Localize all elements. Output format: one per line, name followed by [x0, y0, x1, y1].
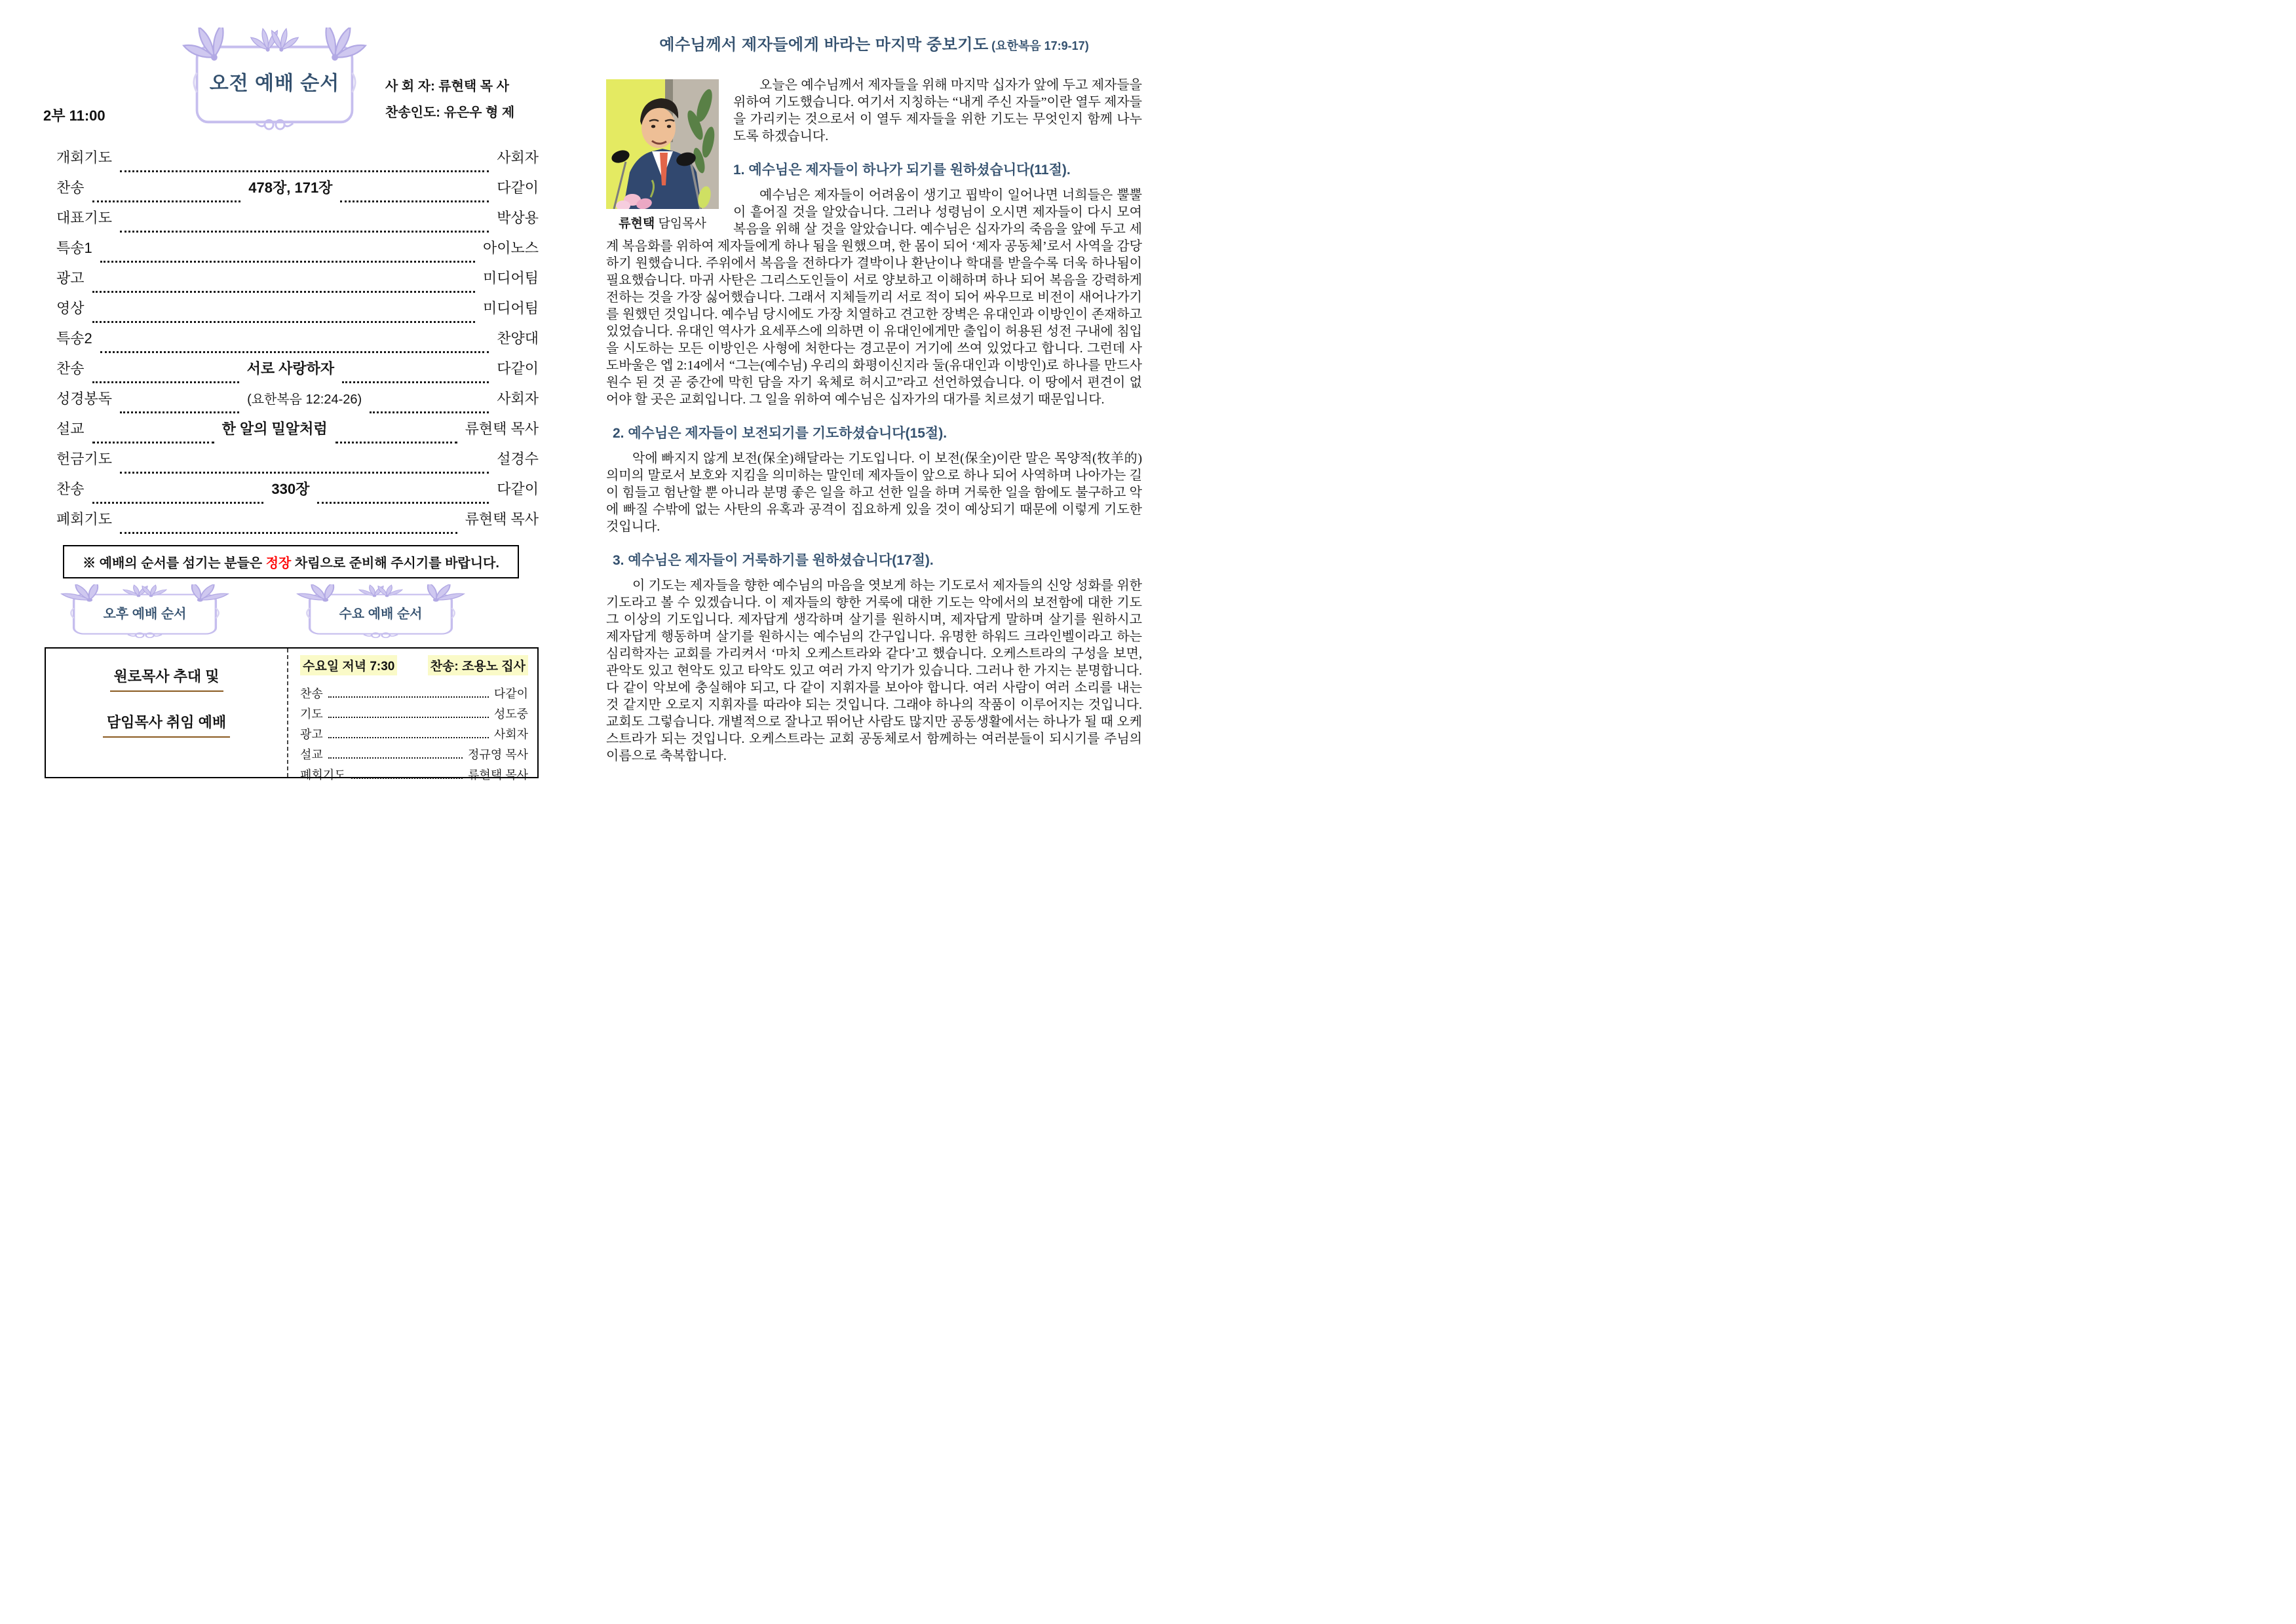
order-detail: 330장 — [271, 481, 310, 497]
special-service-line2: 담임목사 취임 예배 — [103, 711, 230, 738]
order-person: 다같이 — [497, 179, 539, 196]
service-details-box — [45, 647, 539, 782]
dot-leader — [335, 442, 457, 444]
pastor-photo-figure — [606, 79, 719, 233]
order-item — [56, 267, 539, 297]
dot-leader — [120, 170, 489, 172]
afternoon-service-title: 오후 예배 순서 — [103, 607, 187, 622]
order-item — [56, 177, 539, 207]
order-item — [300, 685, 528, 701]
order-person: 박상용 — [497, 210, 539, 226]
order-item — [300, 746, 528, 762]
dress-code-notice — [63, 545, 519, 578]
order-item — [56, 358, 539, 388]
pastor-name: 류현택 — [619, 217, 655, 231]
order-item — [56, 328, 539, 358]
dot-leader — [92, 442, 214, 444]
order-item — [56, 147, 539, 177]
order-person: 미디어팀 — [482, 300, 539, 316]
wednesday-service-banner — [296, 584, 465, 642]
dot-leader — [328, 757, 463, 759]
sermon-point-1-heading: 1. 예수님은 제자들이 하나가 되기를 원하셨습니다(11절). — [733, 162, 1071, 178]
order-label: 영상 — [56, 300, 85, 316]
order-label: 광고 — [56, 270, 85, 286]
order-item — [56, 418, 539, 448]
order-label: 특송1 — [56, 240, 92, 256]
notice-emphasis: 정장 — [265, 556, 292, 571]
order-person: 다같이 — [497, 360, 539, 377]
order-item — [56, 237, 539, 267]
order-label: 찬송 — [56, 481, 85, 497]
dot-leader — [120, 532, 457, 534]
dot-leader — [328, 737, 489, 738]
order-person: 사회자 — [493, 728, 528, 741]
special-service-line1: 원로목사 추대 및 — [110, 666, 223, 692]
order-label: 성경봉독 — [56, 390, 113, 407]
wednesday-service-title: 수요 예배 순서 — [339, 607, 423, 622]
order-label: 특송2 — [56, 330, 92, 347]
order-item — [56, 297, 539, 328]
dot-leader — [120, 472, 489, 474]
order-label: 헌금기도 — [56, 451, 113, 467]
order-person: 사회자 — [497, 390, 539, 407]
worship-order-list — [56, 147, 539, 538]
order-person: 류현택 목사 — [465, 421, 539, 437]
sermon-body — [606, 77, 1142, 765]
order-label: 대표기도 — [56, 210, 113, 226]
dot-leader — [317, 502, 489, 504]
order-label: 찬송 — [56, 360, 85, 377]
wednesday-time: 수요일 저녁 7:30 — [300, 655, 397, 675]
order-label: 폐회기도 — [300, 768, 346, 782]
sermon-point-3-heading: 3. 예수님은 제자들이 거룩하기를 원하셨습니다(17절). — [613, 553, 934, 568]
order-person: 미디어팀 — [482, 270, 539, 286]
pastor-photo-caption — [606, 216, 719, 233]
order-item — [300, 766, 528, 782]
dot-leader — [92, 200, 241, 202]
dot-leader — [92, 502, 264, 504]
bulletin-spread — [0, 0, 1148, 812]
dot-leader — [120, 411, 239, 413]
special-service-cell — [46, 649, 287, 777]
dot-leader — [120, 231, 489, 233]
pastor-role: 담임목사 — [655, 217, 706, 231]
order-person: 류현택 목사 — [465, 511, 539, 527]
sermon-point-3-paragraph: 이 기도는 제자들을 향한 예수님의 마음을 엿보게 하는 기도로서 제자들의 신앙 성화를 위한 기도라고 볼 수 있겠습니다. 이 제자들의 향한 거룩에 대한 기도는 악에서의 보전함에 대한 기도 그 이상의 기도입니다. 제자답게 생각하며 살기를 원하시며, 제자답게 말하며 살기를 원하시고 제자답게 행동하며 살기를 원하시는 예수님의 간구입니다. 유명한 하워드 크라인벨이라고 하는 심리학자는 교회를 가리켜서 ‘마치 오케스트라와 같다’고 했습니다. 오케스트라의 구성을 보면, 관악도 있고 현악도 있고 타악도 있고 여러 가지 악기가 있습니다. 그러나 한 가지는 분명합니다. 다 같이 악보에 충실해야 되고, 다 같이 지휘자를 보아야 합니다. 여러 사람이 여러 소리를 내는 것 같지만 오로지 지휘자를 따라야 되는 것입니다. 그래야 하나의 작품이 이루어지는 것입니다. 교회도 그렇습니다. 개별적으로 잘나고 뛰어난 사람도 많지만 공동생활에서는 하나가 될 때 오케스트라가 되는 것입니다. 오케스트라는 교회 공동체로서 함께하는 여러분들이 되시기를 주님의 이름으로 축복합니다. — [606, 578, 1142, 763]
wednesday-order-list — [300, 685, 528, 782]
notice-text: 차림으로 준비해 주시기를 바랍니다. — [291, 556, 499, 571]
wednesday-header — [300, 655, 528, 675]
order-person: 찬양대 — [497, 330, 539, 347]
song-leader-line: 찬송인도: 유은우 형 제 — [385, 105, 515, 120]
sermon-intro-paragraph: 오늘은 예수님께서 제자들을 위해 마지막 십자가 앞에 두고 제자들을 위하여 기도했습니다. 여기서 지칭하는 “내게 주신 자들”이란 열두 제자들을 가리키는 것으로서 이 열두 제자들을 위한 기도는 무엇인지 함께 나누도록 하겠습니다. — [733, 78, 1142, 143]
order-detail: 478장, 171장 — [248, 179, 333, 196]
order-item — [56, 478, 539, 508]
order-item — [56, 388, 539, 418]
sermon-point-1-paragraph: 예수님은 제자들이 어려움이 생기고 핍박이 일어나면 너희들은 뿔뿔이 흩어질 것을 알았습니다. 그러나 성령님이 오시면 제자들이 다시 모여 복음을 위해 살 것을 알았습니다. 예수님은 십자가의 죽음을 앞에 두고 세계 복음화를 위하여 제자들에게 하나 됨을 원했으며, 한 몸이 되어 ‘제자 공동체’로서 사역을 감당하기 원했습니다. 주위에서 복음을 전하다가 결박이나 환난이나 학대를 받을수록 더욱 하나됨이 필요했습니다. 마귀 사탄은 그리스도인들이 서로 양보하고 이해하며 하나 되어 복음을 강력하게 전하는 것을 가장 싫어했습니다. 그래서 지체들끼리 서로 적이 되어 싸우므로 비전이 새어나가기를 원했던 것입니다. 예수님 당시에도 가장 치열하고 견고한 장벽은 유대인과 이방인이 존재하고 있었습니다. 유대인 역사가 요세푸스에 의하면 이 유대인에게만 출입이 허용된 성전 구내에 침입을 시도하는 모든 이방인은 사형에 처한다는 경고문이 거기에 쓰여 있었다고 합니다. 그런데 사도바울은 엡 2:14에서 “그는(예수님) 우리의 화평이신지라 둘(유대인과 이방인)로 하나를 만드사 원수 된 것 곧 중간에 막힌 담을 자기 육체로 허시고”라고 선언하였습니다. 이 땅에서 편견이 없어야 할 곳은 교회입니다. 그 일을 위하여 예수님은 십자가의 대가를 치르셨기 때문입니다. — [606, 188, 1142, 407]
dot-leader — [351, 778, 463, 779]
dot-leader — [92, 321, 475, 323]
moderator-line: 사 회 자: 류현택 목 사 — [385, 79, 510, 94]
dot-leader — [328, 717, 489, 718]
order-item — [56, 207, 539, 237]
morning-service-title: 오전 예배 순서 — [209, 73, 340, 95]
notice-text: ※ 예배의 순서를 섬기는 분들은 — [83, 556, 266, 571]
service-time: 2부 11:00 — [43, 107, 105, 124]
pastor-photo — [606, 79, 719, 209]
order-detail: 한 알의 밀알처럼 — [221, 421, 328, 437]
order-detail: 서로 사랑하자 — [246, 360, 335, 377]
order-person: 사회자 — [497, 149, 539, 166]
order-item — [300, 705, 528, 721]
order-person: 아이노스 — [482, 240, 539, 256]
dot-leader — [328, 696, 489, 698]
dot-leader — [100, 261, 475, 263]
order-item — [56, 448, 539, 478]
order-label: 광고 — [300, 728, 323, 741]
afternoon-service-banner — [60, 584, 229, 642]
order-label: 설교 — [56, 421, 85, 437]
order-label: 개회기도 — [56, 149, 113, 166]
order-person: 설경수 — [497, 451, 539, 467]
wednesday-order-cell — [287, 649, 537, 782]
sermon-point-2-heading: 2. 예수님은 제자들이 보전되기를 기도하셨습니다(15절). — [613, 426, 947, 441]
order-label: 찬송 — [56, 179, 85, 196]
order-detail: (요한복음 12:24-26) — [247, 392, 362, 407]
sermon-title-text: 예수님께서 제자들에게 바라는 마지막 중보기도 — [659, 36, 989, 54]
sermon-point-2-paragraph: 악에 빠지지 않게 보전(保全)해달라는 기도입니다. 이 보전(保全)이란 말은 목양적(牧羊的) 의미의 말로서 보호와 지킴을 의미하는 말인데 제자들이 앞으로 하나 되어 사역하며 나아가는 길이 힘들고 험난할 뿐 아니라 분명 좋은 일을 하고 선한 일을 하며 거룩한 일을 함에도 불구하고 악에 빠질 수밖에 없는 사탄의 유혹과 공격이 집요하게 있을 것이 예상되기 때문에 이렇게 기도한 것입니다. — [606, 451, 1142, 534]
order-label: 기도 — [300, 708, 323, 721]
order-person: 정규영 목사 — [468, 748, 528, 761]
order-label: 설교 — [300, 748, 323, 761]
service-leaders — [385, 73, 549, 126]
order-person: 다같이 — [497, 481, 539, 497]
wednesday-song-leader: 찬송: 조용노 집사 — [428, 655, 528, 675]
dot-leader — [92, 381, 239, 383]
sermon-title — [606, 31, 1142, 54]
order-label: 폐회기도 — [56, 511, 113, 527]
order-item — [300, 725, 528, 742]
order-label: 찬송 — [300, 687, 323, 700]
dot-leader — [340, 200, 489, 202]
sermon-page — [606, 31, 1142, 765]
order-item — [56, 508, 539, 538]
order-person: 다같이 — [493, 687, 528, 700]
dot-leader — [342, 381, 489, 383]
order-person: 류현택 목사 — [468, 768, 528, 782]
dot-leader — [92, 291, 475, 293]
ornament-frame — [182, 28, 367, 138]
sermon-scripture-ref: (요한복음 17:9-17) — [991, 39, 1089, 52]
order-person: 성도중 — [493, 708, 528, 721]
dot-leader — [370, 411, 489, 413]
dot-leader — [100, 351, 489, 353]
